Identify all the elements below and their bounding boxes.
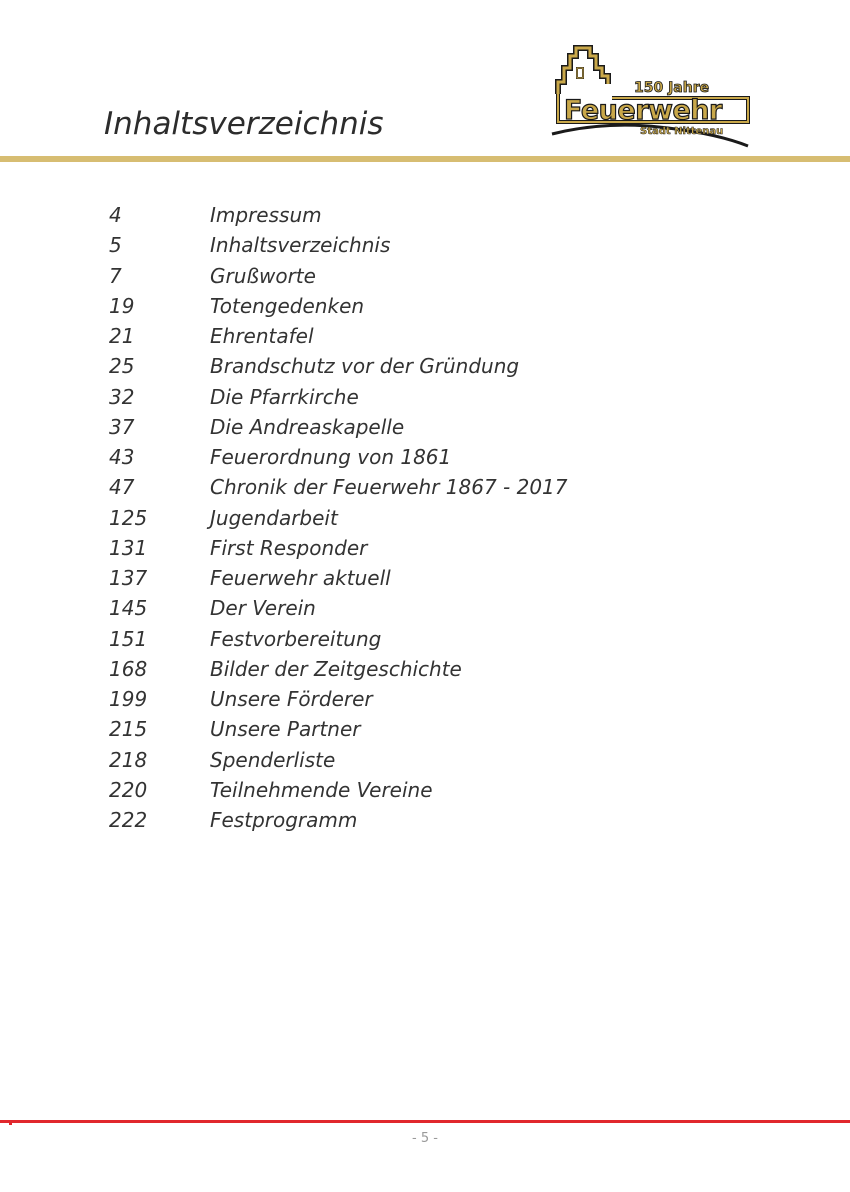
toc-entry xyxy=(109,624,568,654)
toc-title: Unsere Partner xyxy=(210,717,361,742)
toc-entry xyxy=(109,745,568,775)
toc-title: Die Andreaskapelle xyxy=(210,414,405,439)
logo-name-text: Feuerwehr xyxy=(564,95,722,126)
toc-page-number: 43 xyxy=(109,445,135,470)
toc-title: Die Pfarrkirche xyxy=(210,384,359,409)
toc-entry xyxy=(109,200,568,230)
toc-page-number: 168 xyxy=(109,656,148,681)
toc-title: Feuerordnung von 1861 xyxy=(210,445,452,470)
footer-mark xyxy=(9,1123,12,1125)
toc-entry xyxy=(109,503,568,533)
toc-title: First Responder xyxy=(210,535,368,560)
toc-page-number: 145 xyxy=(109,596,148,621)
toc-entry xyxy=(109,382,568,412)
page-title: Inhaltsverzeichnis xyxy=(104,106,384,142)
toc-entry xyxy=(109,230,568,260)
toc-page-number: 215 xyxy=(109,717,148,742)
toc-entry xyxy=(109,321,568,351)
toc-page-number: 125 xyxy=(109,505,148,530)
toc-title: Impressum xyxy=(210,203,322,228)
toc-entry xyxy=(109,714,568,744)
page-number: - 5 - xyxy=(412,1131,438,1146)
toc-entry xyxy=(109,442,568,472)
toc-entry xyxy=(109,412,568,442)
toc-page-number: 131 xyxy=(109,535,148,560)
toc-page-number: 4 xyxy=(109,203,122,228)
header-divider xyxy=(0,156,850,162)
footer-divider xyxy=(0,1120,850,1123)
toc-page-number: 47 xyxy=(109,475,135,500)
toc-page-number: 151 xyxy=(109,626,148,651)
toc-page-number: 32 xyxy=(109,384,135,409)
toc-title: Jugendarbeit xyxy=(210,505,338,530)
toc-title: Chronik der Feuerwehr 1867 - 2017 xyxy=(210,475,568,500)
toc-page-number: 199 xyxy=(109,687,148,712)
toc-title: Festprogramm xyxy=(210,808,358,833)
toc-title: Feuerwehr aktuell xyxy=(210,566,391,591)
toc-page-number: 19 xyxy=(109,293,135,318)
toc-page-number: 21 xyxy=(109,324,135,349)
toc-page-number: 7 xyxy=(109,263,122,288)
toc-entry xyxy=(109,593,568,623)
toc-entry xyxy=(109,654,568,684)
toc-title: Brandschutz vor der Gründung xyxy=(210,354,520,379)
toc-title: Teilnehmende Vereine xyxy=(210,777,433,802)
toc-title: Festvorbereitung xyxy=(210,626,382,651)
toc-entry xyxy=(109,684,568,714)
toc-page-number: 37 xyxy=(109,414,135,439)
toc-title: Ehrentafel xyxy=(210,324,314,349)
toc-entry xyxy=(109,563,568,593)
toc-page-number: 218 xyxy=(109,747,148,772)
toc-page-number: 137 xyxy=(109,566,148,591)
toc-title: Unsere Förderer xyxy=(210,687,373,712)
toc-entry xyxy=(109,472,568,502)
logo-city-text: Stadt Nittenau xyxy=(640,126,724,137)
toc-entry xyxy=(109,533,568,563)
toc-title: Der Verein xyxy=(210,596,316,621)
toc-title: Spenderliste xyxy=(210,747,336,772)
toc-entry xyxy=(109,805,568,835)
logo-anniversary-text: 150 Jahre xyxy=(634,80,710,96)
table-of-contents xyxy=(109,200,568,835)
toc-title: Grußworte xyxy=(210,263,316,288)
toc-entry xyxy=(109,261,568,291)
toc-page-number: 220 xyxy=(109,777,148,802)
toc-entry xyxy=(109,775,568,805)
toc-title: Bilder der Zeitgeschichte xyxy=(210,656,462,681)
toc-title: Totengedenken xyxy=(210,293,365,318)
toc-page-number: 25 xyxy=(109,354,135,379)
toc-page-number: 222 xyxy=(109,808,148,833)
toc-entry xyxy=(109,351,568,381)
feuerwehr-logo xyxy=(548,42,754,152)
toc-page-number: 5 xyxy=(109,233,122,258)
toc-title: Inhaltsverzeichnis xyxy=(210,233,391,258)
toc-entry xyxy=(109,291,568,321)
